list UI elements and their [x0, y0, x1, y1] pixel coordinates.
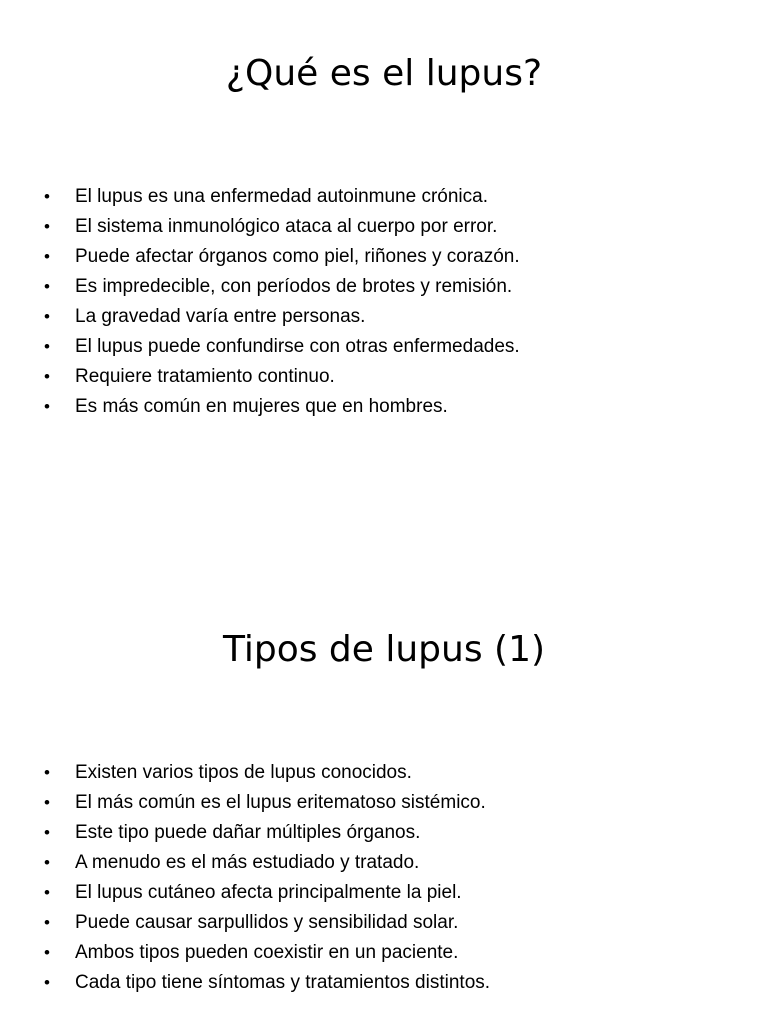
bullet-text: El sistema inmunológico ataca al cuerpo por error.: [75, 216, 498, 237]
slide-title: ¿Qué es el lupus?: [225, 53, 543, 94]
list-item: [0, 272, 520, 302]
list-item: [0, 968, 490, 998]
bullet-icon: •: [44, 883, 50, 902]
bullet-text: Puede afectar órganos como piel, riñones y corazón.: [75, 246, 520, 267]
bullet-icon: •: [44, 397, 50, 416]
bullet-text: Existen varios tipos de lupus conocidos.: [75, 762, 412, 783]
slide-title: Tipos de lupus (1): [222, 629, 546, 670]
bullet-icon: •: [44, 943, 50, 962]
bullet-icon: •: [44, 367, 50, 386]
list-item: [0, 212, 520, 242]
bullet-text: A menudo es el más estudiado y tratado.: [75, 852, 420, 873]
list-item: [0, 332, 520, 362]
bullet-list: [0, 758, 490, 998]
list-item: [0, 878, 490, 908]
bullet-icon: •: [44, 247, 50, 266]
bullet-icon: •: [44, 187, 50, 206]
bullet-text: El más común es el lupus eritematoso sistémico.: [75, 792, 486, 813]
bullet-text: Este tipo puede dañar múltiples órganos.: [75, 822, 421, 843]
bullet-icon: •: [44, 763, 50, 782]
bullet-text: Es más común en mujeres que en hombres.: [75, 396, 448, 417]
bullet-icon: •: [44, 853, 50, 872]
slide-lupus-types: [0, 576, 768, 1024]
list-item: [0, 908, 490, 938]
bullet-icon: •: [44, 217, 50, 236]
bullet-list: [0, 182, 520, 422]
list-item: [0, 758, 490, 788]
list-item: [0, 392, 520, 422]
list-item: [0, 182, 520, 212]
list-item: [0, 938, 490, 968]
list-item: [0, 818, 490, 848]
bullet-icon: •: [44, 307, 50, 326]
list-item: [0, 362, 520, 392]
bullet-text: El lupus es una enfermedad autoinmune crónica.: [75, 186, 488, 207]
bullet-text: El lupus puede confundirse con otras enfermedades.: [75, 336, 520, 357]
bullet-icon: •: [44, 973, 50, 992]
bullet-text: El lupus cutáneo afecta principalmente la piel.: [75, 882, 462, 903]
bullet-icon: •: [44, 277, 50, 296]
bullet-text: Puede causar sarpullidos y sensibilidad solar.: [75, 912, 459, 933]
bullet-text: Requiere tratamiento continuo.: [75, 366, 335, 387]
bullet-text: La gravedad varía entre personas.: [75, 306, 366, 327]
bullet-text: Cada tipo tiene síntomas y tratamientos distintos.: [75, 972, 491, 993]
bullet-icon: •: [44, 337, 50, 356]
bullet-text: Ambos tipos pueden coexistir en un paciente.: [75, 942, 459, 963]
bullet-text: Es impredecible, con períodos de brotes y remisión.: [75, 276, 513, 297]
list-item: [0, 242, 520, 272]
list-item: [0, 302, 520, 332]
list-item: [0, 788, 490, 818]
bullet-icon: •: [44, 913, 50, 932]
list-item: [0, 848, 490, 878]
bullet-icon: •: [44, 823, 50, 842]
bullet-icon: •: [44, 793, 50, 812]
